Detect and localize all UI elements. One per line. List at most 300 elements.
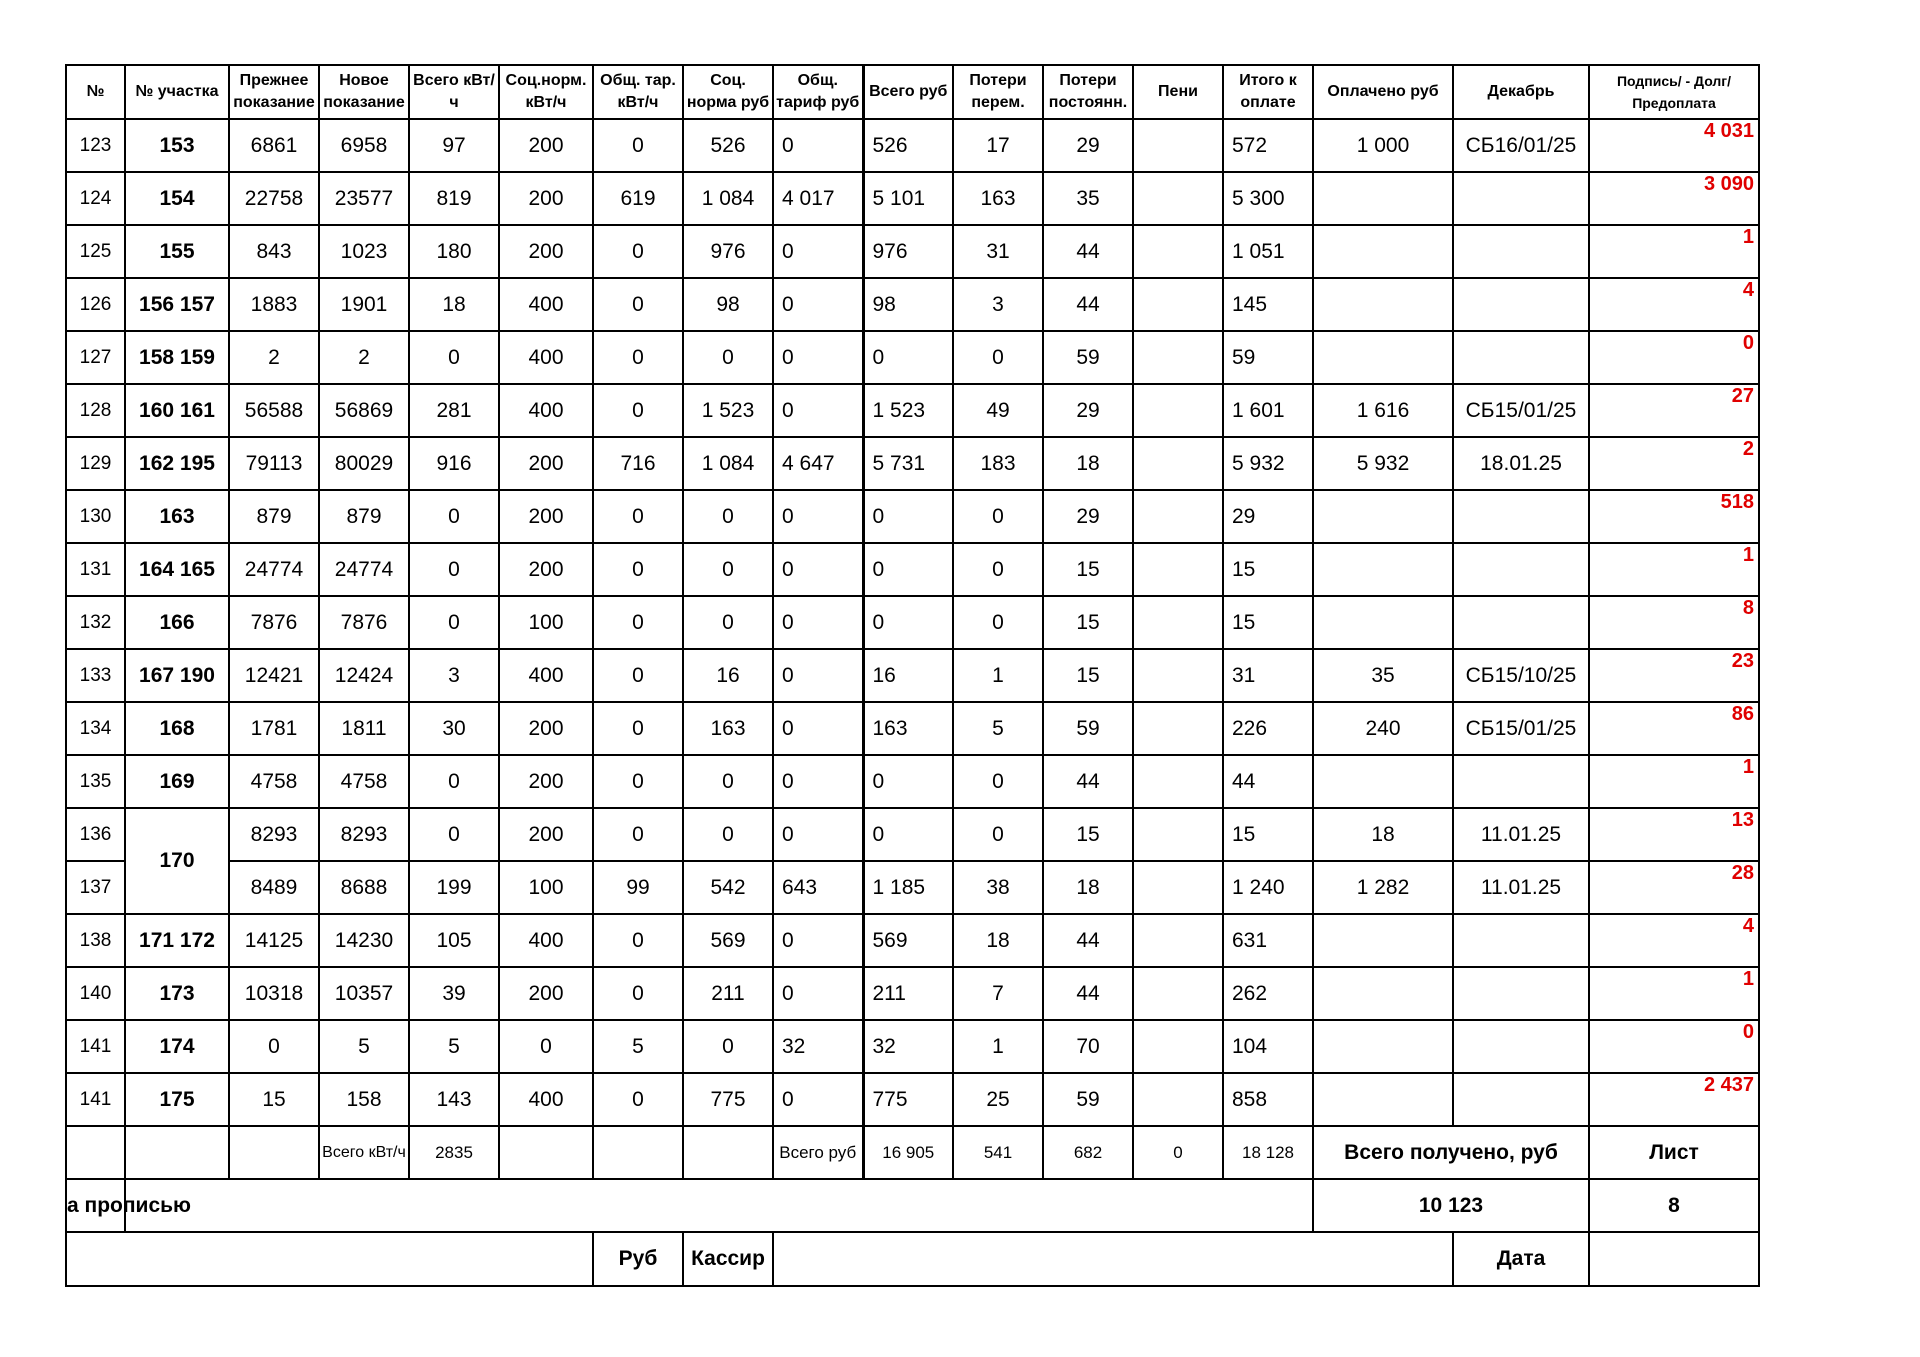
total-kwh: 0 [409,755,499,808]
new-reading: 158 [319,1073,409,1126]
row-number: 131 [66,543,125,596]
total-rub: 0 [863,543,953,596]
debt-prepayment: 3 090 [1589,172,1759,225]
general-tariff-kwh: 5 [593,1020,683,1073]
december-payment [1453,1073,1589,1126]
social-norm-rub: 0 [683,543,773,596]
total-rub: 0 [863,596,953,649]
total-kwh: 199 [409,861,499,914]
general-tariff-rub: 0 [773,914,863,967]
prev-reading: 15 [229,1073,319,1126]
losses-variable: 1 [953,1020,1043,1073]
total-rub: 32 [863,1020,953,1073]
social-norm-kwh: 200 [499,755,593,808]
general-tariff-kwh: 0 [593,278,683,331]
total-kwh: 0 [409,490,499,543]
debt-prepayment: 8 [1589,596,1759,649]
social-norm-rub: 0 [683,331,773,384]
losses-variable: 0 [953,543,1043,596]
header-cell: Оплачено руб [1313,65,1453,119]
december-payment [1453,914,1589,967]
signature-row [66,1232,1759,1286]
amount-due: 104 [1223,1020,1313,1073]
paid-rub [1313,172,1453,225]
social-norm-kwh: 200 [499,543,593,596]
total-rub: 0 [863,755,953,808]
row-number: 125 [66,225,125,278]
amount-in-words-label: а прописью [66,1179,125,1232]
new-reading: 80029 [319,437,409,490]
general-tariff-rub: 0 [773,596,863,649]
general-tariff-kwh: 0 [593,596,683,649]
new-reading: 6958 [319,119,409,172]
totals-empty [66,1126,125,1179]
header-cell: Соц.норм. кВт/ч [499,65,593,119]
general-tariff-rub: 0 [773,1073,863,1126]
penalty [1133,172,1223,225]
social-norm-kwh: 200 [499,967,593,1020]
penalty [1133,967,1223,1020]
losses-constant: 15 [1043,808,1133,861]
losses-variable: 17 [953,119,1043,172]
losses-variable: 0 [953,755,1043,808]
general-tariff-kwh: 0 [593,119,683,172]
losses-constant: 70 [1043,1020,1133,1073]
total-kwh: 18 [409,278,499,331]
losses-variable: 25 [953,1073,1043,1126]
debt-prepayment: 4 [1589,914,1759,967]
amount-due: 1 051 [1223,225,1313,278]
general-tariff-kwh: 99 [593,861,683,914]
row-number: 123 [66,119,125,172]
penalty [1133,490,1223,543]
social-norm-rub: 569 [683,914,773,967]
header-cell: № участка [125,65,229,119]
total-rub: 1 185 [863,861,953,914]
table-row [66,490,1759,543]
table-row [66,225,1759,278]
debt-prepayment: 4 [1589,278,1759,331]
amount-due: 1 601 [1223,384,1313,437]
general-tariff-rub: 0 [773,278,863,331]
date-label: Дата [1453,1232,1589,1286]
losses-constant: 44 [1043,755,1133,808]
paid-rub: 35 [1313,649,1453,702]
row-number: 140 [66,967,125,1020]
social-norm-rub: 211 [683,967,773,1020]
penalty [1133,649,1223,702]
paid-rub [1313,967,1453,1020]
table-row [66,384,1759,437]
amount-due: 572 [1223,119,1313,172]
december-payment: 11.01.25 [1453,808,1589,861]
total-kwh: 180 [409,225,499,278]
totals-empty [683,1126,773,1179]
general-tariff-kwh: 0 [593,755,683,808]
paid-rub: 18 [1313,808,1453,861]
prev-reading: 0 [229,1020,319,1073]
social-norm-rub: 542 [683,861,773,914]
header-cell: Общ. тар. кВт/ч [593,65,683,119]
prev-reading: 2 [229,331,319,384]
paid-rub [1313,1073,1453,1126]
losses-variable: 163 [953,172,1043,225]
total-rub: 98 [863,278,953,331]
penalty [1133,331,1223,384]
total-kwh: 39 [409,967,499,1020]
totals-empty [125,1126,229,1179]
plot-number: 169 [125,755,229,808]
paid-rub: 1 000 [1313,119,1453,172]
table-row [66,543,1759,596]
row-number: 141 [66,1073,125,1126]
december-payment [1453,543,1589,596]
debt-prepayment: 86 [1589,702,1759,755]
plot-number: 164 165 [125,543,229,596]
general-tariff-rub: 643 [773,861,863,914]
row-number: 135 [66,755,125,808]
new-reading: 1901 [319,278,409,331]
losses-constant: 59 [1043,1073,1133,1126]
prev-reading: 14125 [229,914,319,967]
social-norm-kwh: 0 [499,1020,593,1073]
general-tariff-kwh: 619 [593,172,683,225]
footer-row [66,1179,1759,1232]
plot-number: 171 172 [125,914,229,967]
prev-reading: 843 [229,225,319,278]
new-reading: 24774 [319,543,409,596]
total-kwh: 5 [409,1020,499,1073]
social-norm-kwh: 200 [499,702,593,755]
losses-constant: 15 [1043,543,1133,596]
table-row [66,1073,1759,1126]
table-row [66,437,1759,490]
amount-due: 1 240 [1223,861,1313,914]
header-cell: Всего кВт/ч [409,65,499,119]
losses-variable: 31 [953,225,1043,278]
table-row [66,119,1759,172]
losses-constant: 59 [1043,702,1133,755]
general-tariff-kwh: 0 [593,967,683,1020]
header-cell: Всего руб [863,65,953,119]
total-kwh: 97 [409,119,499,172]
header-cell: Подпись/ - Долг/Предоплата [1589,65,1759,119]
ledger-table [65,64,1760,1287]
row-number: 137 [66,861,125,914]
total-kwh: 281 [409,384,499,437]
new-reading: 10357 [319,967,409,1020]
social-norm-kwh: 400 [499,1073,593,1126]
amount-due: 858 [1223,1073,1313,1126]
losses-variable: 38 [953,861,1043,914]
header-cell: Соц. норма руб [683,65,773,119]
general-tariff-rub: 0 [773,225,863,278]
penalty [1133,596,1223,649]
debt-prepayment: 1 [1589,225,1759,278]
december-payment [1453,596,1589,649]
prev-reading: 8489 [229,861,319,914]
penalty [1133,755,1223,808]
losses-variable: 0 [953,331,1043,384]
debt-prepayment: 4 031 [1589,119,1759,172]
new-reading: 14230 [319,914,409,967]
social-norm-rub: 526 [683,119,773,172]
table-row [66,755,1759,808]
debt-prepayment: 23 [1589,649,1759,702]
penalty [1133,384,1223,437]
total-rub: 526 [863,119,953,172]
general-tariff-rub: 0 [773,808,863,861]
total-kwh: 105 [409,914,499,967]
totals-total-rub: 16 905 [863,1126,953,1179]
general-tariff-kwh: 0 [593,490,683,543]
amount-due: 15 [1223,808,1313,861]
prev-reading: 56588 [229,384,319,437]
plot-number: 163 [125,490,229,543]
amount-due: 15 [1223,596,1313,649]
plot-number: 175 [125,1073,229,1126]
december-payment: СБ15/01/25 [1453,702,1589,755]
losses-constant: 29 [1043,490,1133,543]
plot-number: 162 195 [125,437,229,490]
paid-rub: 1 282 [1313,861,1453,914]
prev-reading: 1883 [229,278,319,331]
totals-rub-label: Всего руб [773,1126,863,1179]
total-kwh: 3 [409,649,499,702]
general-tariff-kwh: 0 [593,331,683,384]
header-cell: № [66,65,125,119]
general-tariff-kwh: 0 [593,543,683,596]
paid-rub: 240 [1313,702,1453,755]
penalty [1133,702,1223,755]
total-rub: 163 [863,702,953,755]
losses-variable: 5 [953,702,1043,755]
general-tariff-kwh: 0 [593,808,683,861]
social-norm-kwh: 400 [499,914,593,967]
totals-due: 18 128 [1223,1126,1313,1179]
paid-rub [1313,1020,1453,1073]
general-tariff-kwh: 0 [593,702,683,755]
general-tariff-kwh: 0 [593,914,683,967]
row-number: 133 [66,649,125,702]
general-tariff-rub: 0 [773,702,863,755]
losses-variable: 1 [953,649,1043,702]
social-norm-rub: 976 [683,225,773,278]
december-payment: СБ16/01/25 [1453,119,1589,172]
general-tariff-rub: 0 [773,967,863,1020]
amount-due: 226 [1223,702,1313,755]
new-reading: 12424 [319,649,409,702]
losses-constant: 18 [1043,861,1133,914]
plot-number: 174 [125,1020,229,1073]
losses-constant: 35 [1043,172,1133,225]
row-number: 127 [66,331,125,384]
new-reading: 879 [319,490,409,543]
cashier-field [773,1232,1453,1286]
row-number: 126 [66,278,125,331]
debt-prepayment: 27 [1589,384,1759,437]
social-norm-kwh: 200 [499,225,593,278]
rub-label: Руб [593,1232,683,1286]
total-kwh: 0 [409,331,499,384]
total-kwh: 143 [409,1073,499,1126]
social-norm-rub: 1 523 [683,384,773,437]
general-tariff-kwh: 0 [593,384,683,437]
new-reading: 23577 [319,172,409,225]
row-number: 138 [66,914,125,967]
penalty [1133,437,1223,490]
losses-constant: 44 [1043,914,1133,967]
plot-number: 155 [125,225,229,278]
losses-constant: 15 [1043,596,1133,649]
losses-constant: 18 [1043,437,1133,490]
table-row [66,649,1759,702]
table-row [66,331,1759,384]
total-rub: 569 [863,914,953,967]
losses-variable: 0 [953,596,1043,649]
social-norm-kwh: 400 [499,649,593,702]
general-tariff-kwh: 0 [593,225,683,278]
penalty [1133,861,1223,914]
totals-empty [593,1126,683,1179]
paid-rub: 1 616 [1313,384,1453,437]
total-rub: 775 [863,1073,953,1126]
december-payment: 18.01.25 [1453,437,1589,490]
amount-due: 29 [1223,490,1313,543]
social-norm-rub: 0 [683,490,773,543]
amount-due: 5 300 [1223,172,1313,225]
social-norm-kwh: 200 [499,119,593,172]
totals-row [66,1126,1759,1179]
penalty [1133,1073,1223,1126]
december-payment: СБ15/10/25 [1453,649,1589,702]
total-rub: 0 [863,331,953,384]
plot-number: 166 [125,596,229,649]
december-payment [1453,967,1589,1020]
signature-empty [66,1232,593,1286]
prev-reading: 24774 [229,543,319,596]
penalty [1133,278,1223,331]
table-row [66,914,1759,967]
paid-rub [1313,755,1453,808]
total-rub: 0 [863,808,953,861]
paid-rub [1313,331,1453,384]
amount-due: 262 [1223,967,1313,1020]
header-cell: Новое показание [319,65,409,119]
new-reading: 7876 [319,596,409,649]
social-norm-kwh: 400 [499,384,593,437]
prev-reading: 4758 [229,755,319,808]
amount-due: 145 [1223,278,1313,331]
debt-prepayment: 13 [1589,808,1759,861]
table-row [66,808,1759,861]
plot-number: 153 [125,119,229,172]
social-norm-kwh: 400 [499,278,593,331]
amount-in-words-field [125,1179,1313,1232]
row-number: 132 [66,596,125,649]
social-norm-rub: 16 [683,649,773,702]
header-cell: Декабрь [1453,65,1589,119]
social-norm-rub: 163 [683,702,773,755]
social-norm-kwh: 200 [499,808,593,861]
plot-number: 160 161 [125,384,229,437]
new-reading: 1023 [319,225,409,278]
plot-number: 167 190 [125,649,229,702]
penalty [1133,914,1223,967]
received-value: 10 123 [1313,1179,1589,1232]
row-number: 134 [66,702,125,755]
total-rub: 5 731 [863,437,953,490]
social-norm-kwh: 100 [499,596,593,649]
penalty [1133,1020,1223,1073]
paid-rub [1313,225,1453,278]
prev-reading: 12421 [229,649,319,702]
losses-variable: 0 [953,808,1043,861]
prev-reading: 879 [229,490,319,543]
total-rub: 16 [863,649,953,702]
row-number: 130 [66,490,125,543]
debt-prepayment: 518 [1589,490,1759,543]
amount-due: 631 [1223,914,1313,967]
prev-reading: 7876 [229,596,319,649]
paid-rub [1313,596,1453,649]
debt-prepayment: 0 [1589,331,1759,384]
penalty [1133,808,1223,861]
amount-due: 59 [1223,331,1313,384]
total-rub: 5 101 [863,172,953,225]
row-number: 128 [66,384,125,437]
prev-reading: 79113 [229,437,319,490]
december-payment [1453,1020,1589,1073]
totals-empty [499,1126,593,1179]
general-tariff-rub: 0 [773,649,863,702]
plot-number: 154 [125,172,229,225]
amount-due: 15 [1223,543,1313,596]
social-norm-rub: 0 [683,1020,773,1073]
general-tariff-rub: 4 647 [773,437,863,490]
penalty [1133,119,1223,172]
losses-variable: 183 [953,437,1043,490]
header-cell: Потери постоянн. [1043,65,1133,119]
header-cell: Пени [1133,65,1223,119]
header-cell: Прежнее показание [229,65,319,119]
new-reading: 8688 [319,861,409,914]
prev-reading: 10318 [229,967,319,1020]
social-norm-kwh: 200 [499,490,593,543]
general-tariff-rub: 32 [773,1020,863,1073]
totals-loss-var: 541 [953,1126,1043,1179]
table-row [66,278,1759,331]
general-tariff-kwh: 0 [593,1073,683,1126]
debt-prepayment: 2 [1589,437,1759,490]
debt-prepayment: 28 [1589,861,1759,914]
debt-prepayment: 1 [1589,967,1759,1020]
social-norm-rub: 98 [683,278,773,331]
debt-prepayment: 2 437 [1589,1073,1759,1126]
general-tariff-rub: 0 [773,384,863,437]
header-cell: Потери перем. [953,65,1043,119]
december-payment [1453,278,1589,331]
header-row [66,65,1759,119]
debt-prepayment: 0 [1589,1020,1759,1073]
received-label: Всего получено, руб [1313,1126,1589,1179]
social-norm-rub: 775 [683,1073,773,1126]
date-field [1589,1232,1759,1286]
table-row [66,702,1759,755]
plot-number: 168 [125,702,229,755]
general-tariff-kwh: 716 [593,437,683,490]
paid-rub [1313,278,1453,331]
